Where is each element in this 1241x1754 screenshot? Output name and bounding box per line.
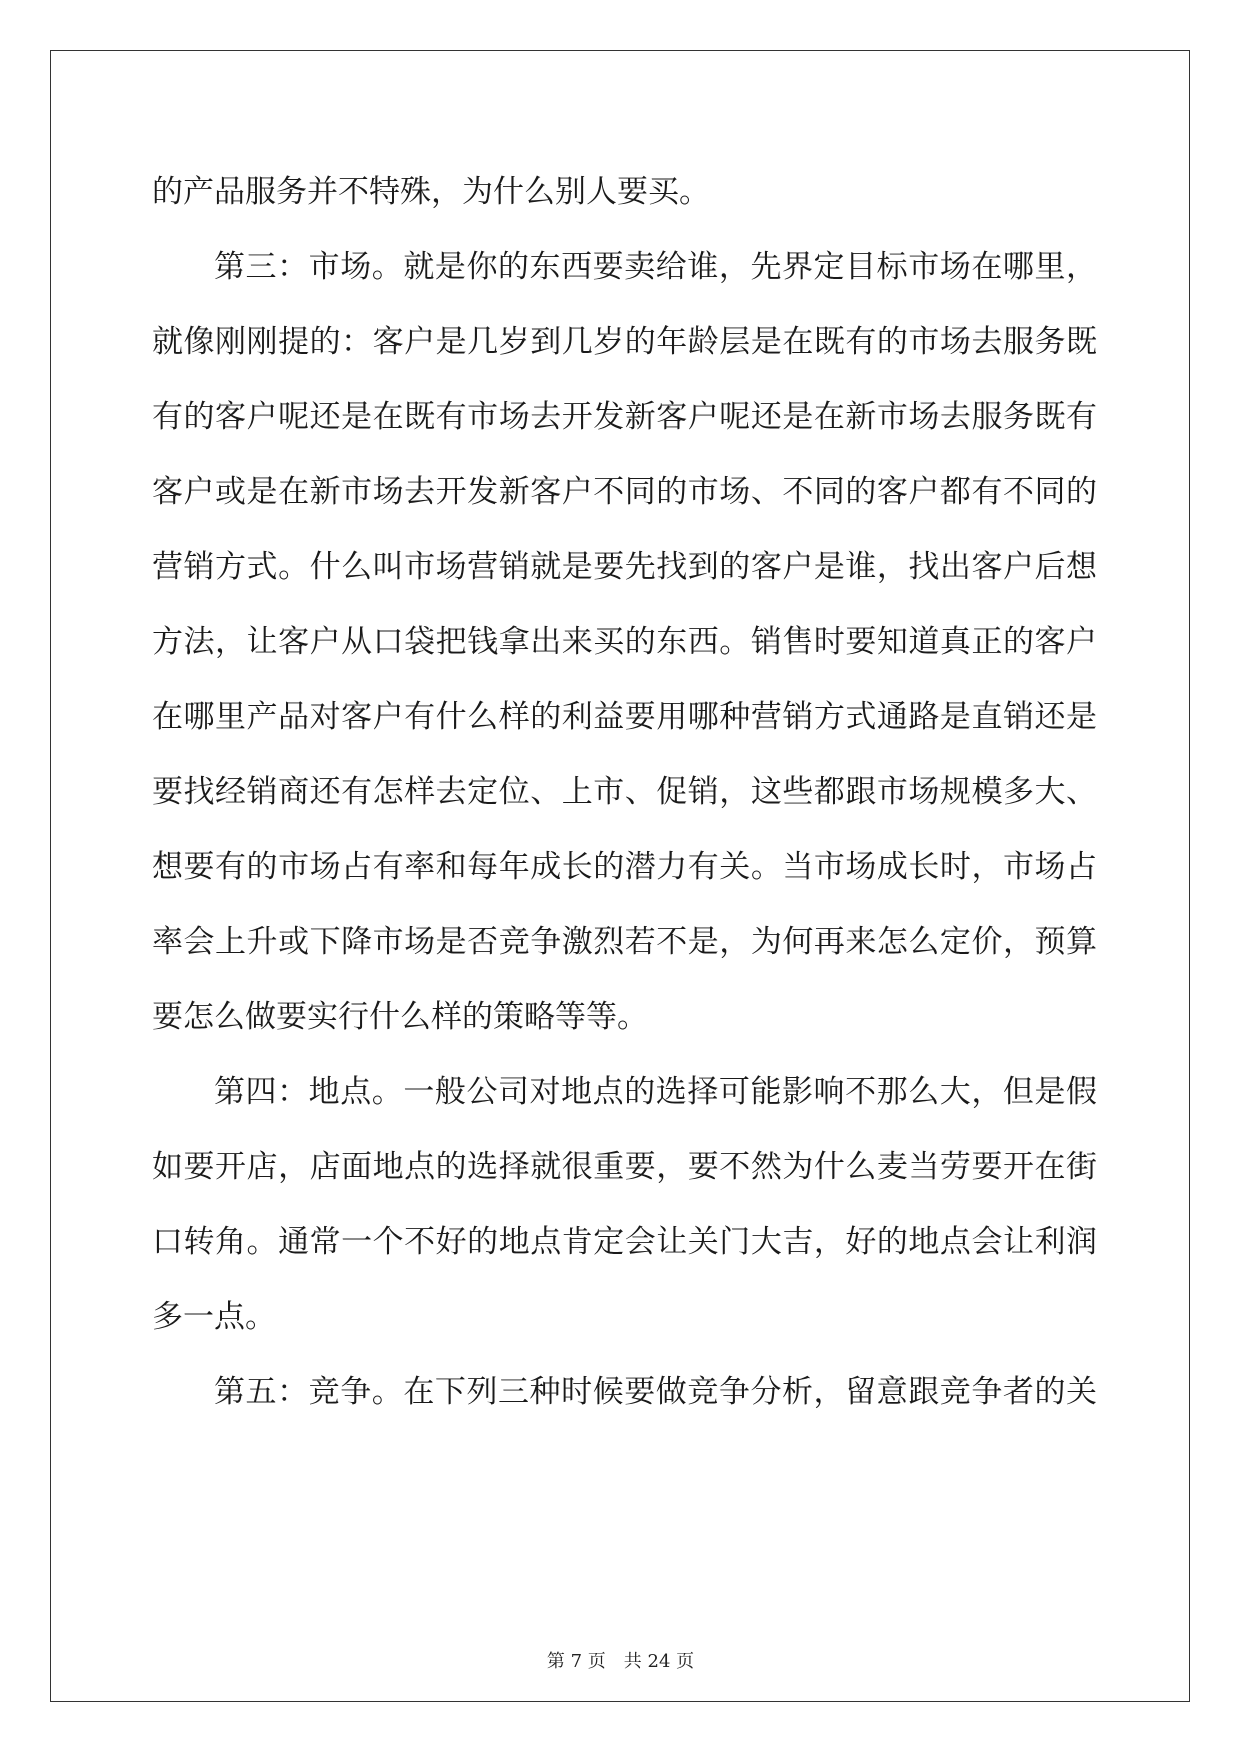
text-line: 口转角。通常一个不好的地点肯定会让关门大吉，好的地点会让利润	[152, 1224, 1097, 1260]
text-line: 营销方式。什么叫市场营销就是要先找到的客户是谁，找出客户后想	[152, 549, 1097, 585]
page-number-footer: 第 7 页 共 24 页	[546, 1651, 695, 1672]
paragraph-start-line: 第三：市场。就是你的东西要卖给谁，先界定目标市场在哪里，	[214, 249, 1097, 285]
text-line: 有的客户呢还是在既有市场去开发新客户呢还是在新市场去服务既有	[152, 399, 1097, 435]
text-line: 要找经销商还有怎样去定位、上市、促销，这些都跟市场规模多大、	[152, 774, 1097, 810]
text-line: 多一点。	[152, 1299, 276, 1335]
text-line: 客户或是在新市场去开发新客户不同的市场、不同的客户都有不同的	[152, 474, 1097, 510]
document-body	[152, 155, 1097, 1430]
text-line: 的产品服务并不特殊，为什么别人要买。	[152, 174, 710, 210]
text-line: 率会上升或下降市场是否竞争激烈若不是，为何再来怎么定价，预算	[152, 924, 1097, 960]
paragraph-start-line: 第五：竞争。在下列三种时候要做竞争分析，留意跟竞争者的关	[214, 1374, 1097, 1410]
paragraph-start-line: 第四：地点。一般公司对地点的选择可能影响不那么大，但是假	[214, 1074, 1097, 1110]
text-line: 方法，让客户从口袋把钱拿出来买的东西。销售时要知道真正的客户	[152, 624, 1097, 660]
text-line: 就像刚刚提的：客户是几岁到几岁的年龄层是在既有的市场去服务既	[152, 324, 1097, 360]
text-line: 想要有的市场占有率和每年成长的潜力有关。当市场成长时，市场占	[152, 849, 1097, 885]
text-line: 要怎么做要实行什么样的策略等等。	[152, 999, 648, 1035]
text-line: 在哪里产品对客户有什么样的利益要用哪种营销方式通路是直销还是	[152, 699, 1097, 735]
text-line: 如要开店，店面地点的选择就很重要，要不然为什么麦当劳要开在街	[152, 1149, 1097, 1185]
